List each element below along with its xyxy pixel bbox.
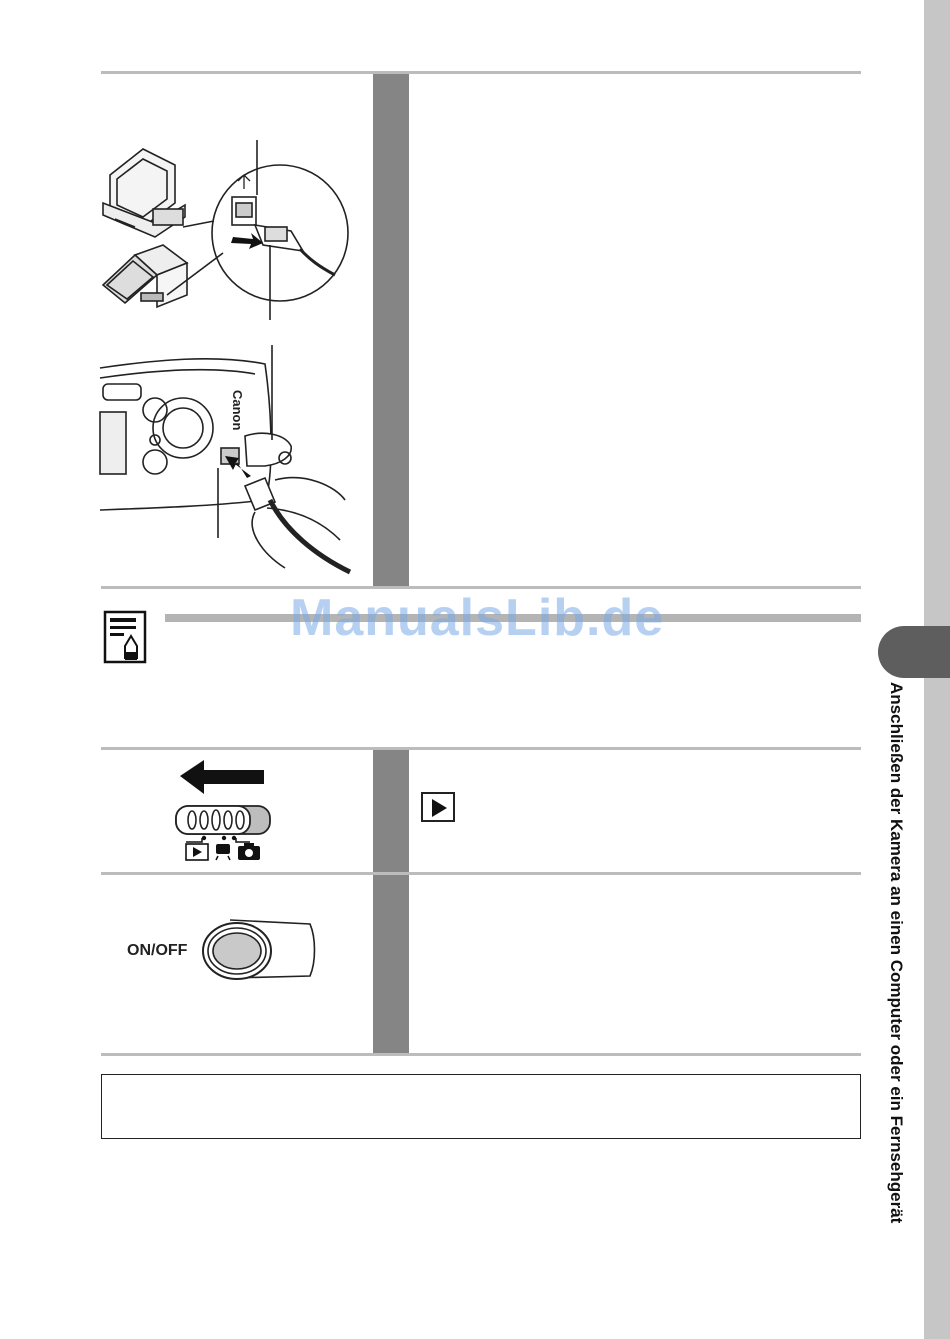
section-rule-top (101, 71, 861, 74)
chapter-tab (878, 626, 950, 678)
play-icon (431, 798, 449, 818)
mode-switch-illustration (170, 760, 280, 865)
notice-box (101, 1074, 861, 1139)
watermark: ManualsLib.de (290, 589, 665, 647)
section-rule-2 (101, 747, 861, 750)
onoff-button-label: ON/OFF (127, 942, 188, 959)
camera-connection-illustration (95, 340, 355, 590)
arrow-left-icon (180, 760, 264, 794)
power-button-illustration (200, 916, 320, 982)
step-marker-1 (373, 74, 409, 586)
playback-mode-icon-box (421, 792, 455, 822)
step-marker-3 (373, 875, 409, 1053)
note-icon (103, 610, 149, 666)
section-rule-4 (101, 1053, 861, 1056)
computer-usb-illustration (95, 135, 360, 325)
step-marker-2 (373, 750, 409, 872)
camera-brand-label: Canon (230, 390, 245, 431)
section-rule-3 (101, 872, 861, 875)
chapter-title: Anschließen der Kamera an einen Computer oder ein Fernsehgerät (887, 682, 906, 1224)
